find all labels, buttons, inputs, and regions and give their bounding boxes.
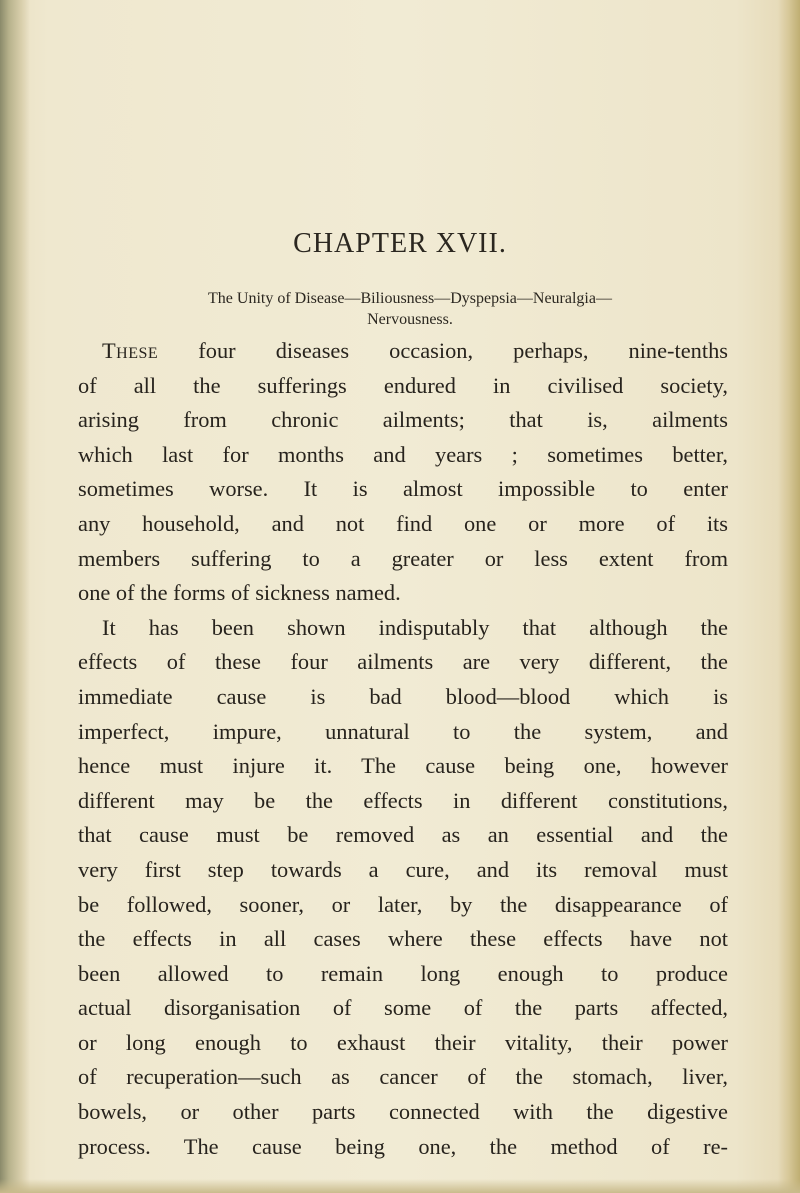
- page-edge-right: [778, 0, 800, 1193]
- text-line: of recuperation—such as cancer of the stomach, liver,: [78, 1064, 728, 1090]
- text-line: be followed, sooner, or later, by the disappearance of: [78, 891, 728, 917]
- text-line: any household, and not find one or more of its: [78, 510, 728, 536]
- text-line: These four diseases occasion, perhaps, nine-tenths: [102, 338, 729, 363]
- text-line: arising from chronic ailments; that is, ailments: [78, 407, 728, 433]
- page-edge-bottom: [0, 1179, 800, 1193]
- text-line: imperfect, impure, unnatural to the system, and: [78, 718, 728, 744]
- text-line: effects of these four ailments are very different, the: [78, 649, 728, 675]
- text-line: very first step towards a cure, and its removal must: [78, 856, 728, 882]
- text-line: hence must injure it. The cause being one, however: [78, 753, 728, 779]
- lead-word: These: [102, 338, 159, 363]
- text-line: been allowed to remain long enough to produce: [78, 960, 728, 986]
- text-line: It has been shown indisputably that although the: [102, 614, 728, 640]
- chapter-subtitle: [120, 288, 700, 330]
- paragraph-2: [78, 611, 728, 1165]
- chapter-title: CHAPTER XVII.: [293, 228, 507, 259]
- text-line: process. The cause being one, the method of re-: [78, 1133, 728, 1159]
- text-line: immediate cause is bad blood—blood which is: [78, 683, 728, 709]
- text-line: that cause must be removed as an essential and the: [78, 822, 728, 848]
- text-line: the effects in all cases where these effects have not: [78, 926, 728, 952]
- text-line: different may be the effects in different constitutions,: [78, 787, 728, 813]
- text-line: of all the sufferings endured in civilised society,: [78, 372, 728, 398]
- chapter-subtitle-line-1: The Unity of Disease—Biliousness—Dyspepsia—Neuralgia—: [208, 290, 612, 307]
- binding-edge: [0, 0, 30, 1193]
- text-line: one of the forms of sickness named.: [78, 580, 401, 606]
- text-line: members suffering to a greater or less extent from: [78, 545, 728, 571]
- text-line: which last for months and years ; sometimes better,: [78, 441, 728, 467]
- text-line: bowels, or other parts connected with the digestive: [78, 1099, 728, 1125]
- text-line: actual disorganisation of some of the parts affected,: [78, 995, 728, 1021]
- text-line: or long enough to exhaust their vitality, their power: [78, 1029, 728, 1055]
- paragraph-1: [78, 334, 728, 611]
- chapter-subtitle-line-2: Nervousness.: [367, 311, 453, 328]
- body-text: [78, 334, 728, 1164]
- text-line: sometimes worse. It is almost impossible to enter: [78, 476, 728, 502]
